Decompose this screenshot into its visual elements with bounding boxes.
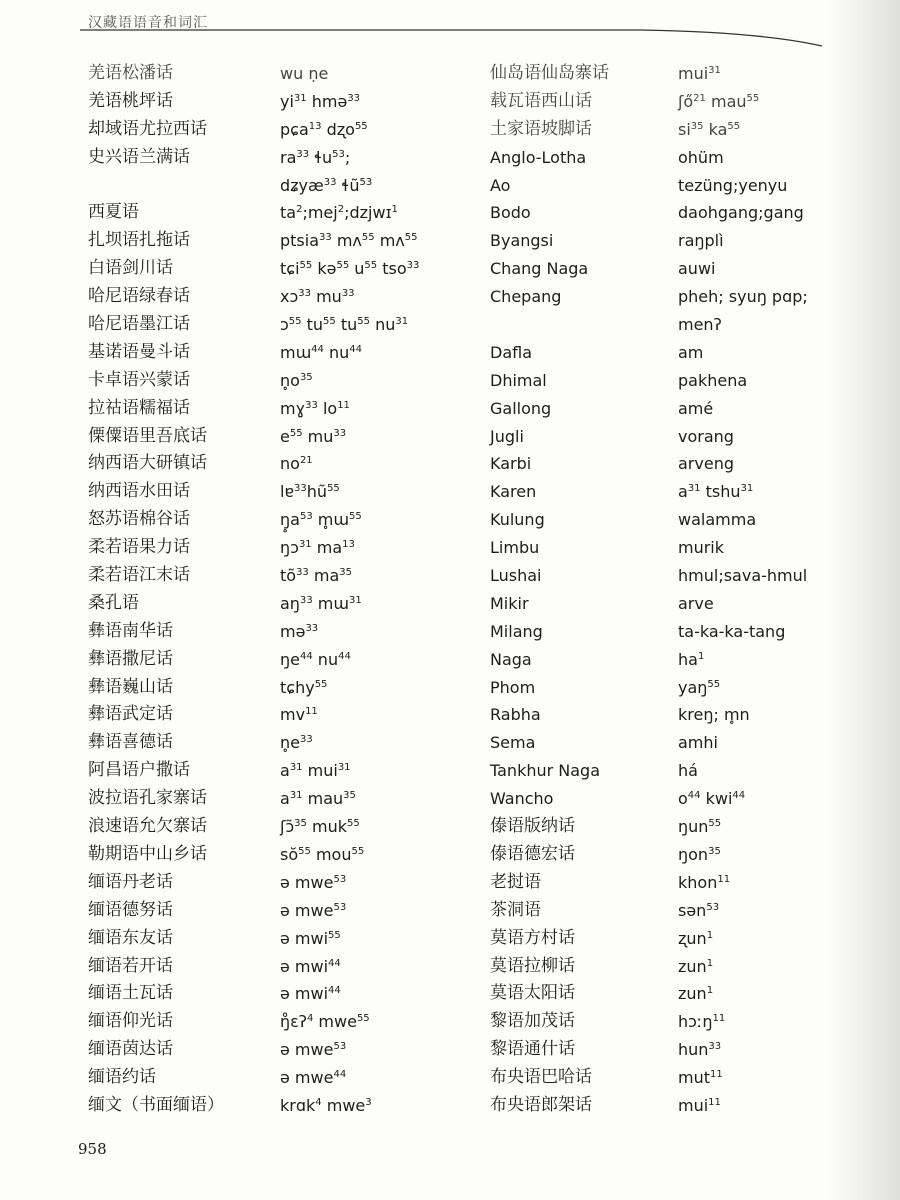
language-name: 羌语松潘话 <box>88 63 173 83</box>
word-form: hun$^{33}$ <box>678 1040 722 1060</box>
language-name: 卡卓语兴蒙话 <box>88 369 190 390</box>
glossary-entry <box>88 339 488 367</box>
word-form: daohgang;gang <box>678 203 804 223</box>
language-name: 老挝语 <box>490 871 541 892</box>
word-form: ə mwi$^{44}$ <box>280 956 341 976</box>
glossary-entry <box>490 478 890 506</box>
word-form: amé <box>678 398 714 418</box>
language-name: Ao <box>490 175 511 195</box>
word-form: $si^{35}$ $ka^{55}$ <box>678 119 741 139</box>
glossary-entry <box>490 1008 890 1036</box>
glossary-entry <box>88 813 488 841</box>
word-form: ə mwi$^{55}$ <box>280 928 341 948</box>
word-form: ə mwe$^{53}$ <box>280 1040 347 1060</box>
glossary-entry <box>490 311 890 339</box>
language-name: Anglo-Lotha <box>490 147 587 167</box>
language-name: Tankhur Naga <box>490 761 601 781</box>
language-name: 莫语太阳话 <box>490 983 575 1004</box>
language-name: 西夏语 <box>88 202 139 223</box>
language-name: Milang <box>490 621 543 641</box>
language-name: 哈尼语墨江话 <box>88 314 190 335</box>
language-name: 傣语德宏话 <box>490 843 575 864</box>
language-name: 缅文（书面缅语） <box>88 1094 224 1115</box>
glossary-entry <box>88 227 488 255</box>
language-name: 纳西语水田话 <box>88 481 190 502</box>
glossary-entry <box>88 897 488 925</box>
word-form: murik <box>678 538 725 558</box>
language-name: Phom <box>490 677 536 697</box>
glossary-entry <box>490 618 890 646</box>
language-name: Dafla <box>490 342 533 362</box>
glossary-entry <box>88 869 488 897</box>
glossary-entry <box>490 172 890 200</box>
word-form: walamma <box>678 510 757 530</box>
word-form: mɯ$^{44}$ $nu^{44}$ <box>280 342 363 362</box>
language-name: 羌语桃坪话 <box>88 90 173 111</box>
glossary-entry <box>88 953 488 981</box>
glossary-entry <box>490 116 890 144</box>
glossary-entry <box>490 88 890 116</box>
right-column <box>490 60 890 1120</box>
language-name: Rabha <box>490 705 541 725</box>
language-name: Karen <box>490 482 537 502</box>
glossary-entry <box>88 144 488 172</box>
language-name: 白语剑川话 <box>88 258 173 279</box>
glossary-entry <box>490 785 890 813</box>
word-form: ɔ$^{55}$ $tu^{55}$ $tu^{55}$ $nu^{31}$ <box>280 315 409 335</box>
language-name: 莫语拉柳话 <box>490 955 575 976</box>
word-form: menʔ <box>678 315 722 335</box>
word-form: zun$^1$ <box>678 984 714 1004</box>
glossary-entry <box>490 395 890 423</box>
language-name: 基诺语曼斗话 <box>88 341 190 362</box>
page-number: 958 <box>78 1140 107 1158</box>
glossary-entry <box>88 311 488 339</box>
glossary-entry <box>490 1064 890 1092</box>
glossary-entry <box>88 646 488 674</box>
language-name: 怒苏语棉谷话 <box>88 509 190 530</box>
language-name: 缅语土瓦话 <box>88 983 173 1004</box>
language-name: 仙岛语仙岛寨话 <box>490 63 609 83</box>
word-form: hɔːŋ$^{11}$ <box>678 1012 726 1032</box>
word-form: $n̥e^{33}$ <box>280 733 313 753</box>
word-form: ə mwi$^{44}$ <box>280 984 341 1004</box>
glossary-entry <box>88 450 488 478</box>
language-name: 桑孔语 <box>88 592 139 613</box>
word-form: ə mwe$^{53}$ <box>280 872 347 892</box>
language-name: 彝语南华话 <box>88 620 173 641</box>
language-name: 傈僳语里吾底话 <box>88 425 207 446</box>
running-head: 汉藏语语音和词汇 <box>88 15 208 31</box>
word-form: $yi^{31}$ hmə$^{33}$ <box>280 91 361 111</box>
word-form: $ŋe^{44}$ $nu^{44}$ <box>280 649 351 669</box>
word-form: dʑyæ$^{33}$ ɬũ$^{53}$ <box>280 175 373 195</box>
language-name: Sema <box>490 733 536 753</box>
glossary-entry <box>490 283 890 311</box>
glossary-entry <box>490 534 890 562</box>
word-form: auwi <box>678 259 716 279</box>
word-form: $ra^{33}$ ɬu$^{53}$; <box>280 147 351 167</box>
glossary-entry <box>88 1036 488 1064</box>
glossary-entry <box>88 283 488 311</box>
glossary-entry <box>88 1092 488 1120</box>
word-form: pakhena <box>678 370 748 390</box>
glossary-entry <box>88 729 488 757</box>
word-form: $aŋ^{33}$ mɯ$^{31}$ <box>280 593 362 613</box>
glossary-entry <box>490 813 890 841</box>
word-form: $a^{31}$ tshu$^{31}$ <box>678 482 754 502</box>
left-column <box>88 60 488 1120</box>
glossary-entry <box>88 841 488 869</box>
language-name: Gallong <box>490 398 552 418</box>
glossary-entry <box>490 255 890 283</box>
glossary-entry <box>88 367 488 395</box>
word-form: raŋplì <box>678 231 724 251</box>
glossary-entry <box>88 116 488 144</box>
word-form: xɔ$^{33}$ $mu^{33}$ <box>280 287 355 307</box>
glossary-entry <box>490 729 890 757</box>
word-form: mə$^{33}$ <box>280 621 319 641</box>
word-form: $sŏ^{55}$ mou$^{55}$ <box>280 844 365 864</box>
word-form: pɕa$^{13}$ dʐo$^{55}$ <box>280 119 368 139</box>
word-form: $mv^{11}$ <box>280 705 318 725</box>
language-name: 阿昌语户撒话 <box>88 760 190 781</box>
word-form: ŋun$^{55}$ <box>678 817 722 837</box>
word-form: ta-ka-ka-tang <box>678 621 786 641</box>
word-form: yaŋ$^{55}$ <box>678 677 721 697</box>
word-form: kreŋ; m̥n <box>678 705 750 725</box>
language-name: 彝语撒尼话 <box>88 648 173 669</box>
word-form: $tõ^{33}$ $ma^{35}$ <box>280 566 353 586</box>
word-form: $no^{21}$ <box>280 454 313 474</box>
glossary-entry <box>490 701 890 729</box>
word-form: há <box>678 761 698 781</box>
language-name: 哈尼语绿春话 <box>88 286 190 307</box>
glossary-entry <box>490 674 890 702</box>
glossary-entry <box>88 674 488 702</box>
word-form: hmul;sava-hmul <box>678 566 808 586</box>
glossary-entry <box>88 88 488 116</box>
glossary-entry <box>490 869 890 897</box>
language-name: 柔若语江末话 <box>88 565 190 586</box>
glossary-entry <box>490 953 890 981</box>
glossary-entry <box>490 60 890 88</box>
word-form: pheh; syuŋ pɑp; <box>678 287 808 307</box>
glossary-entry <box>88 172 488 200</box>
language-name: Chepang <box>490 287 562 307</box>
word-form: arve <box>678 593 714 613</box>
language-name: 彝语武定话 <box>88 704 173 725</box>
word-form: wu ṇe <box>280 64 329 83</box>
language-name: 史兴语兰满话 <box>88 146 190 167</box>
word-form: $ta^2;mej^2;dzjwɪ^1$ <box>280 203 398 223</box>
word-form: krɑk$^4$ mwe$^3$ <box>280 1095 372 1115</box>
language-name: 傣语版纳话 <box>490 816 575 837</box>
glossary-entry <box>88 590 488 618</box>
word-form: ohüm <box>678 147 724 167</box>
glossary-entry <box>88 1064 488 1092</box>
language-name: 黎语加茂话 <box>490 1011 575 1032</box>
language-name: 黎语通什话 <box>490 1039 575 1060</box>
word-form: tɕi$^{55}$ kə$^{55}$ $u^{55}$ tso$^{33}$ <box>280 259 420 279</box>
language-name: 缅语仰光话 <box>88 1011 173 1032</box>
language-name: Dhimal <box>490 370 547 390</box>
glossary-entry <box>490 980 890 1008</box>
glossary-entry <box>88 534 488 562</box>
word-form: tezüng;yenyu <box>678 175 788 195</box>
glossary-entry <box>88 395 488 423</box>
glossary-entry <box>88 60 488 88</box>
glossary-entry <box>490 144 890 172</box>
glossary-entry <box>490 757 890 785</box>
glossary-entry <box>88 701 488 729</box>
language-name: 布央语郎架话 <box>490 1094 592 1115</box>
glossary-entry <box>490 925 890 953</box>
language-name: 彝语喜德话 <box>88 732 173 753</box>
glossary-entry <box>490 450 890 478</box>
glossary-entry <box>88 506 488 534</box>
glossary-entry <box>88 785 488 813</box>
word-form: ə mwe$^{44}$ <box>280 1068 347 1088</box>
glossary-entry <box>490 562 890 590</box>
language-name: 纳西语大研镇话 <box>88 453 207 474</box>
language-name: Mikir <box>490 593 529 613</box>
word-form: sən$^{53}$ <box>678 900 720 920</box>
language-name: 勒期语中山乡话 <box>88 843 207 864</box>
language-name: 扎坝语扎拖话 <box>88 230 190 251</box>
language-name: 缅语丹老话 <box>88 871 173 892</box>
language-name: 却域语尤拉西话 <box>88 118 207 139</box>
glossary-entry <box>490 646 890 674</box>
word-form: amhi <box>678 733 718 753</box>
language-name: Limbu <box>490 538 540 558</box>
word-form: $a^{31}$ mui$^{31}$ <box>280 761 351 781</box>
glossary-entry <box>88 925 488 953</box>
language-name: Karbi <box>490 454 532 474</box>
word-form: ŋ̊ɛʔ$^4$ mwe$^{55}$ <box>280 1012 370 1032</box>
language-name: Wancho <box>490 789 554 809</box>
language-name: 浪速语允欠寨话 <box>88 816 207 837</box>
word-form: $o^{44}$ kwi$^{44}$ <box>678 789 746 809</box>
language-name: Lushai <box>490 566 542 586</box>
word-form: ŋon$^{35}$ <box>678 844 721 864</box>
glossary-entry <box>490 1036 890 1064</box>
language-name: 土家语坡脚话 <box>490 118 592 139</box>
glossary-entry <box>490 897 890 925</box>
word-form: ʐun$^1$ <box>678 928 714 948</box>
word-form: mɣ$^{33}$ $lo^{11}$ <box>280 398 350 418</box>
language-name: Jugli <box>490 426 524 446</box>
glossary-entry <box>490 199 890 227</box>
glossary-entry <box>490 590 890 618</box>
glossary-entry <box>88 199 488 227</box>
glossary-entry <box>88 255 488 283</box>
word-form: tɕhy$^{55}$ <box>280 677 328 697</box>
language-name: Naga <box>490 649 532 669</box>
language-name: 莫语方村话 <box>490 927 575 948</box>
language-name: 缅语德努话 <box>88 899 173 920</box>
language-name: 缅语茵达话 <box>88 1039 173 1060</box>
glossary-entry <box>490 423 890 451</box>
language-name: 彝语巍山话 <box>88 676 173 697</box>
language-name: 缅语东友话 <box>88 927 173 948</box>
language-name: Kulung <box>490 510 545 530</box>
glossary-entry <box>88 618 488 646</box>
glossary-entry <box>88 757 488 785</box>
glossary-entry <box>88 562 488 590</box>
language-name: 缅语若开话 <box>88 955 173 976</box>
language-name: 波拉语孔家寨话 <box>88 788 207 809</box>
glossary-entry <box>490 506 890 534</box>
word-form: mut$^{11}$ <box>678 1068 723 1088</box>
glossary-entry <box>490 367 890 395</box>
word-form: $ŋ̥a^{53}$ m̥ɯ$^{55}$ <box>280 510 362 530</box>
word-form: mui$^{31}$ <box>678 64 721 83</box>
language-name: 茶洞语 <box>490 899 541 920</box>
word-form: $lɐ^{33}hũ^{55}$ <box>280 482 340 502</box>
word-form: zun$^1$ <box>678 956 714 976</box>
word-form: khon$^{11}$ <box>678 872 731 892</box>
glossary-entry <box>490 339 890 367</box>
word-form: $ha^1$ <box>678 649 705 669</box>
language-name: Bodo <box>490 203 531 223</box>
glossary-entry <box>88 1008 488 1036</box>
glossary-entry <box>88 478 488 506</box>
language-name: Byangsi <box>490 231 554 251</box>
word-form: ʃɔ̃$^{35}$ muk$^{55}$ <box>280 817 360 837</box>
language-name: Chang Naga <box>490 259 589 279</box>
word-form: $e^{55}$ $mu^{33}$ <box>280 426 347 446</box>
language-name: 拉祜语糯福话 <box>88 397 190 418</box>
word-form: am <box>678 342 704 362</box>
word-form: $n̥o^{35}$ <box>280 370 313 390</box>
language-name: 缅语约话 <box>88 1067 156 1088</box>
word-form: arveng <box>678 454 734 474</box>
word-form: ŋɔ$^{31}$ $ma^{13}$ <box>280 538 355 558</box>
word-form: ʃő$^{21}$ mau$^{55}$ <box>678 91 760 111</box>
language-name: 载瓦语西山话 <box>490 90 592 111</box>
word-form: $a^{31}$ mau$^{35}$ <box>280 789 356 809</box>
glossary-entry <box>490 841 890 869</box>
word-form: ə mwe$^{53}$ <box>280 900 347 920</box>
glossary-entry <box>490 1092 890 1120</box>
word-form: ptsia$^{33}$ mʌ$^{55}$ mʌ$^{55}$ <box>280 231 418 251</box>
language-name: 柔若语果力话 <box>88 537 190 558</box>
language-name: 布央语巴哈话 <box>490 1067 592 1088</box>
word-form: mui$^{11}$ <box>678 1095 721 1115</box>
word-form: vorang <box>678 426 734 446</box>
glossary-entry <box>88 423 488 451</box>
glossary-entry <box>490 227 890 255</box>
glossary-entry <box>88 980 488 1008</box>
